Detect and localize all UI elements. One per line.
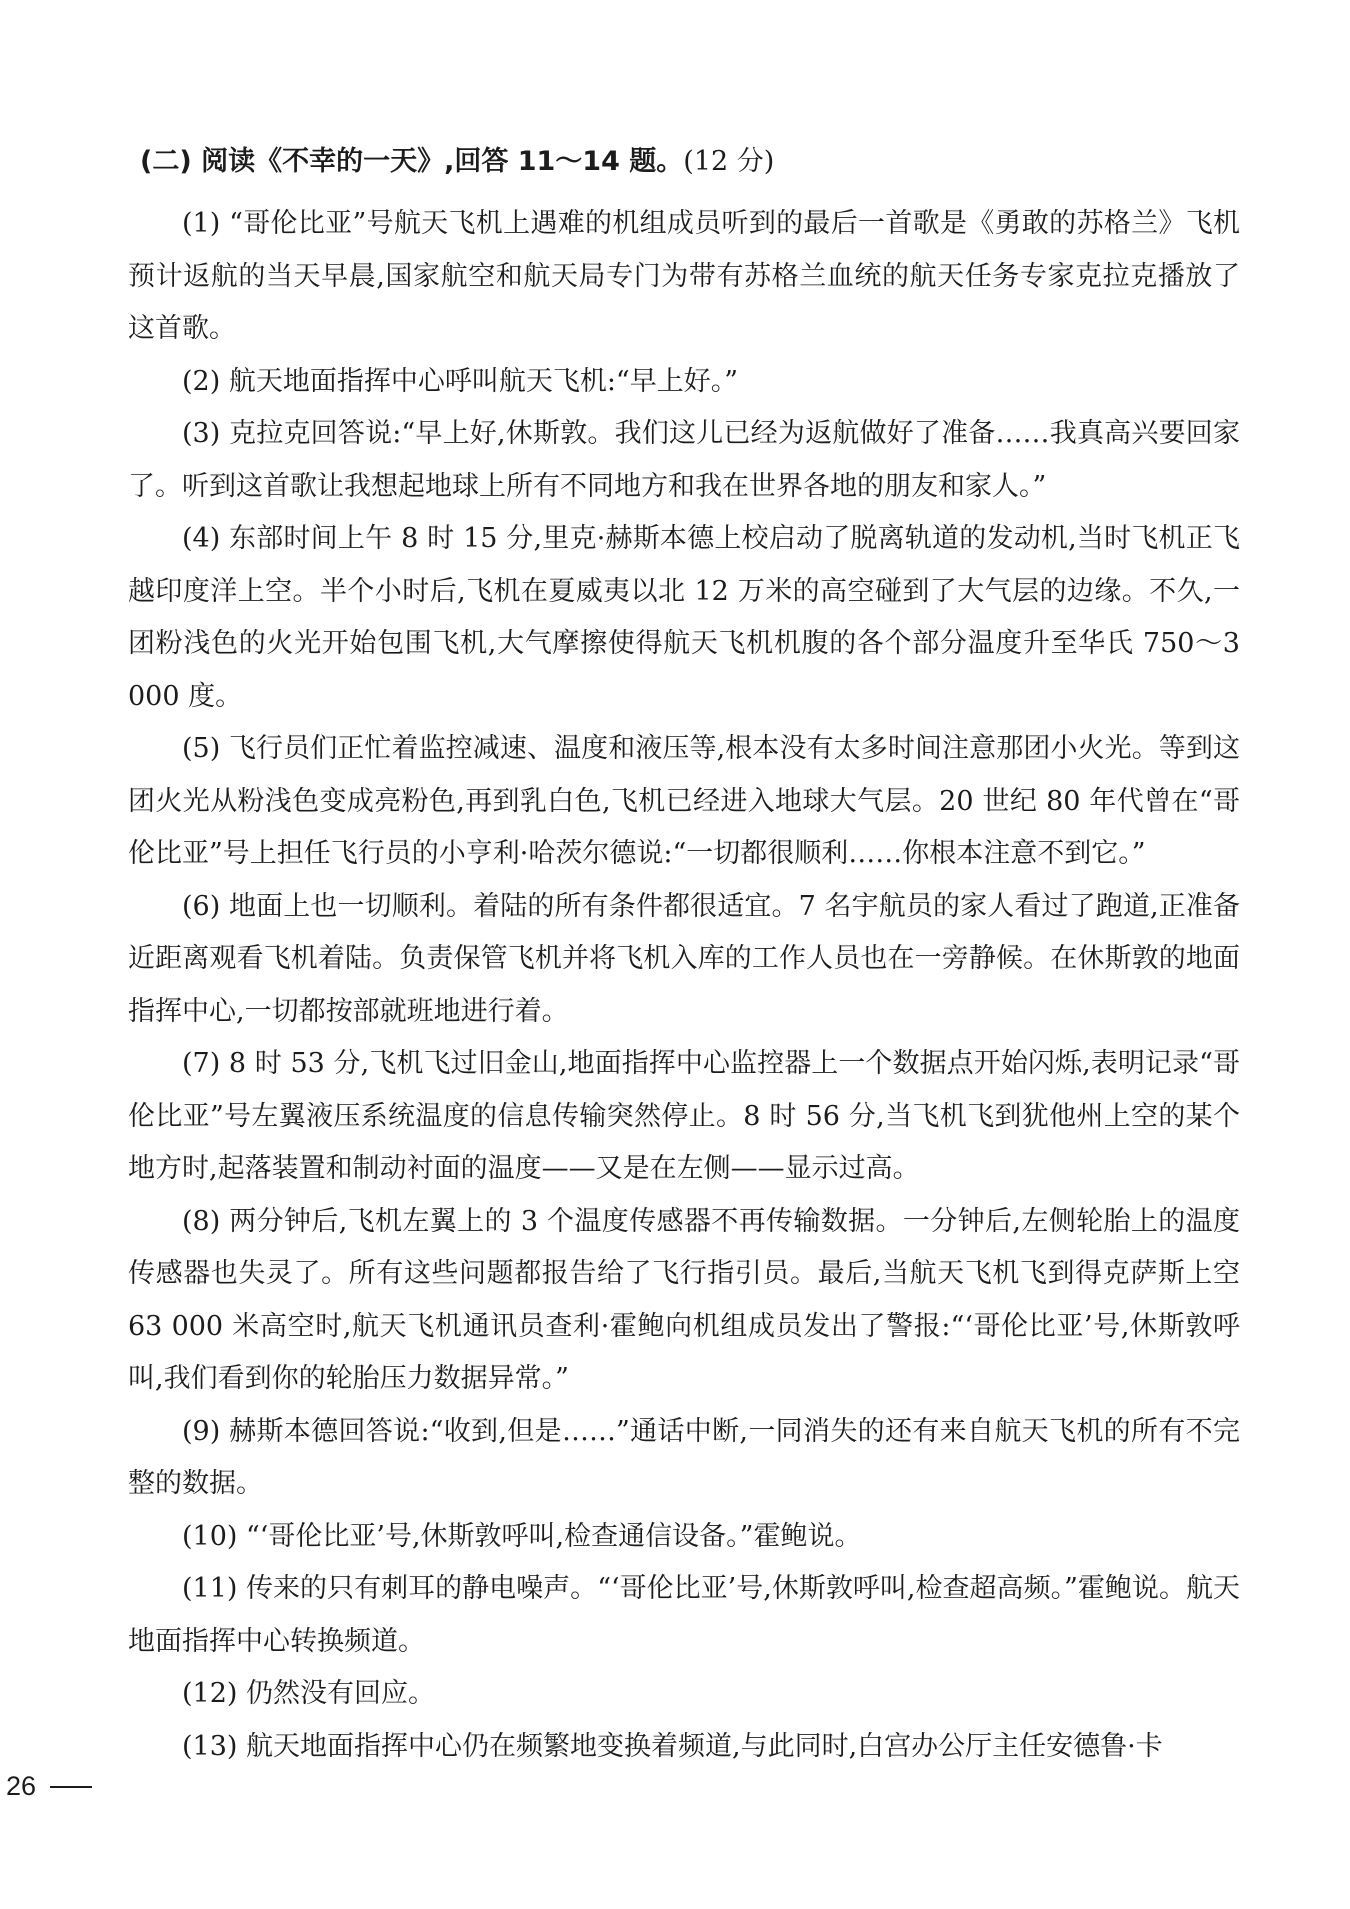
- section-score: (12 分): [683, 146, 775, 177]
- paragraph-8: (8) 两分钟后,飞机左翼上的 3 个温度传感器不再传输数据。一分钟后,左侧轮胎上的温度传感器也失灵了。所有这些问题都报告给了飞行指引员。最后,当航天飞机飞到得克萨斯上空 63 000 米高空时,航天飞机通讯员查利·霍鲍向机组成员发出了警报:“‘哥伦比亚’号,休斯敦呼叫,我们看到你的轮胎压力数据异常。”: [128, 1205, 1240, 1394]
- page-number: 26: [6, 1771, 37, 1801]
- paragraph-5: (5) 飞行员们正忙着监控减速、温度和液压等,根本没有太多时间注意那团小火光。等到这团火光从粉浅色变成亮粉色,再到乳白色,飞机已经进入地球大气层。20 世纪 80 年代曾在“哥伦比亚”号上担任飞行员的小亨利·哈茨尔德说:“一切都很顺利……你根本注意不到它。”: [128, 733, 1240, 869]
- paragraph-9: (9) 赫斯本德回答说:“收到,但是……”通话中断,一同消失的还有来自航天飞机的所有不完整的数据。: [128, 1415, 1240, 1499]
- paragraph-12: (12) 仍然没有回应。: [182, 1678, 436, 1709]
- paragraph-3: (3) 克拉克回答说:“早上好,休斯敦。我们这儿已经为返航做好了准备……我真高兴要回家了。听到这首歌让我想起地球上所有不同地方和我在世界各地的朋友和家人。”: [128, 418, 1240, 502]
- article-body: [128, 198, 1240, 1773]
- paragraph-4: (4) 东部时间上午 8 时 15 分,里克·赫斯本德上校启动了脱离轨道的发动机,当时飞机正飞越印度洋上空。半个小时后,飞机在夏威夷以北 12 万米的高空碰到了大气层的边缘。不久,一团粉浅色的火光开始包围飞机,大气摩擦使得航天飞机机腹的各个部分温度升至华氏 750～3 000 度。: [128, 523, 1240, 712]
- paragraph-11: (11) 传来的只有刺耳的静电噪声。“‘哥伦比亚’号,休斯敦呼叫,检查超高频。”霍鲍说。航天地面指挥中心转换频道。: [128, 1573, 1240, 1657]
- paragraph-2: (2) 航天地面指挥中心呼叫航天飞机:“早上好。”: [182, 365, 739, 397]
- section-title: (二) 阅读《不幸的一天》,回答 11～14 题。: [140, 146, 684, 177]
- document-page: [128, 140, 1240, 1773]
- page-number-dash: [50, 1786, 92, 1788]
- paragraph-6: (6) 地面上也一切顺利。着陆的所有条件都很适宜。7 名宇航员的家人看过了跑道,正准备近距离观看飞机着陆。负责保管飞机并将飞机入库的工作人员也在一旁静候。在休斯敦的地面指挥中心,一切都按部就班地进行着。: [128, 890, 1240, 1027]
- section-heading: [128, 140, 1240, 184]
- paragraph-1: (1) “哥伦比亚”号航天飞机上遇难的机组成员听到的最后一首歌是《勇敢的苏格兰》飞机预计返航的当天早晨,国家航空和航天局专门为带有苏格兰血统的航天任务专家克拉克播放了这首歌。: [128, 208, 1240, 344]
- paragraph-10: (10) “‘哥伦比亚’号,休斯敦呼叫,检查通信设备。”霍鲍说。: [182, 1520, 862, 1552]
- paragraph-13: (13) 航天地面指挥中心仍在频繁地变换着频道,与此同时,白宫办公厅主任安德鲁·卡: [182, 1730, 1163, 1762]
- paragraph-7: (7) 8 时 53 分,飞机飞过旧金山,地面指挥中心监控器上一个数据点开始闪烁,表明记录“哥伦比亚”号左翼液压系统温度的信息传输突然停止。8 时 56 分,当飞机飞到犹他州上空的某个地方时,起落装置和制动衬面的温度——又是在左侧——显示过高。: [128, 1048, 1240, 1184]
